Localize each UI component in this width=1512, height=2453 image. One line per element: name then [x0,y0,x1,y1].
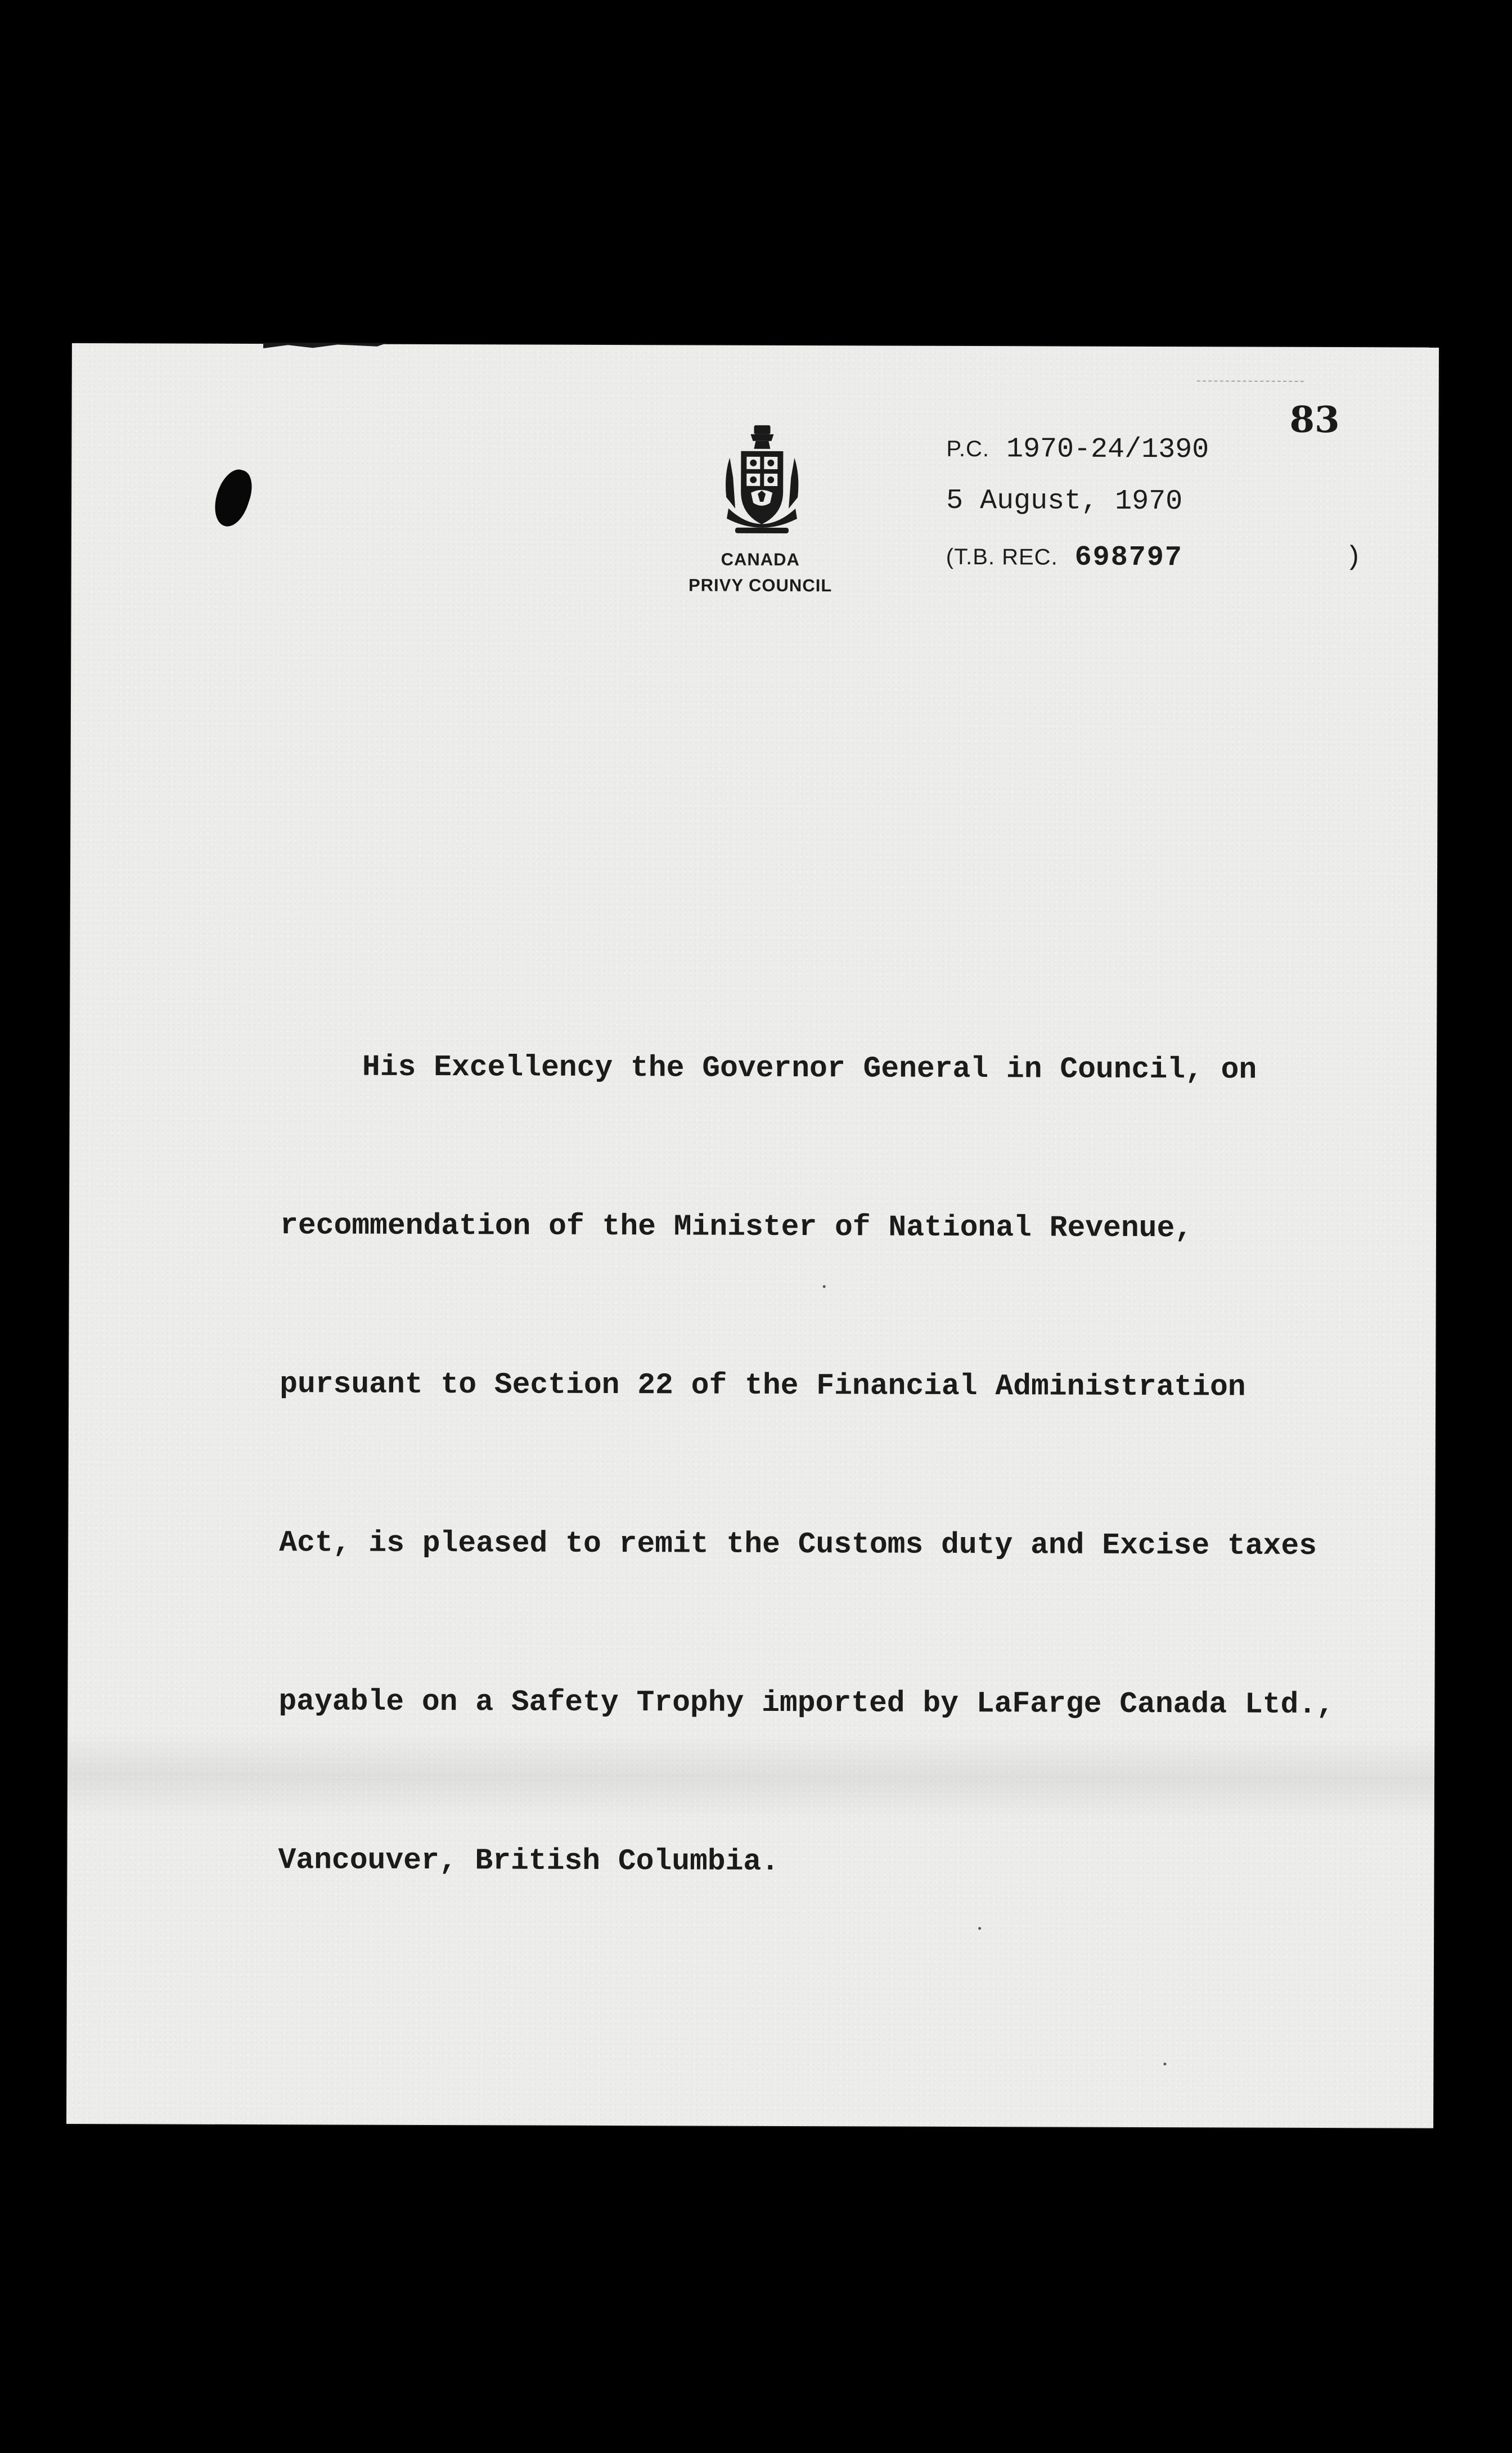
paper-speck [823,1285,826,1288]
letterhead-country: CANADA [721,549,800,570]
paper-speck [978,1927,981,1930]
torn-edge-mark [263,343,387,349]
tb-number: 698797 [1074,541,1183,574]
pc-reference [946,433,1209,466]
body-line: pursuant to Section 22 of the Financial Administration [280,1367,1246,1404]
pencil-mark [1197,380,1304,383]
pc-number: 1970-24/1390 [1006,433,1209,466]
letterhead-body: PRIVY COUNCIL [688,575,832,596]
body-line: payable on a Safety Trophy imported by LaFarge Canada Ltd., [278,1684,1335,1722]
paper-page [66,343,1439,2128]
page-number: 83 [1289,398,1340,442]
tb-prefix: (T.B. REC. [946,544,1058,570]
letterhead [668,546,853,599]
order-body [278,935,1339,1996]
body-line: His Excellency the Governor General in Council, on [362,1050,1257,1087]
tb-reference [946,541,1183,574]
tb-closing-paren: ) [1345,542,1362,573]
canada-coat-of-arms-icon [718,424,806,537]
body-line: Vancouver, British Columbia. [278,1843,780,1879]
body-line: recommendation of the Minister of National Revenue, [280,1208,1193,1246]
order-date: 5 August, 1970 [946,484,1183,518]
paper-speck [1163,2063,1166,2065]
punch-hole-mark [208,465,258,531]
body-line: Act, is pleased to remit the Customs duty and Excise taxes [279,1526,1317,1563]
pc-prefix: P.C. [946,436,990,462]
